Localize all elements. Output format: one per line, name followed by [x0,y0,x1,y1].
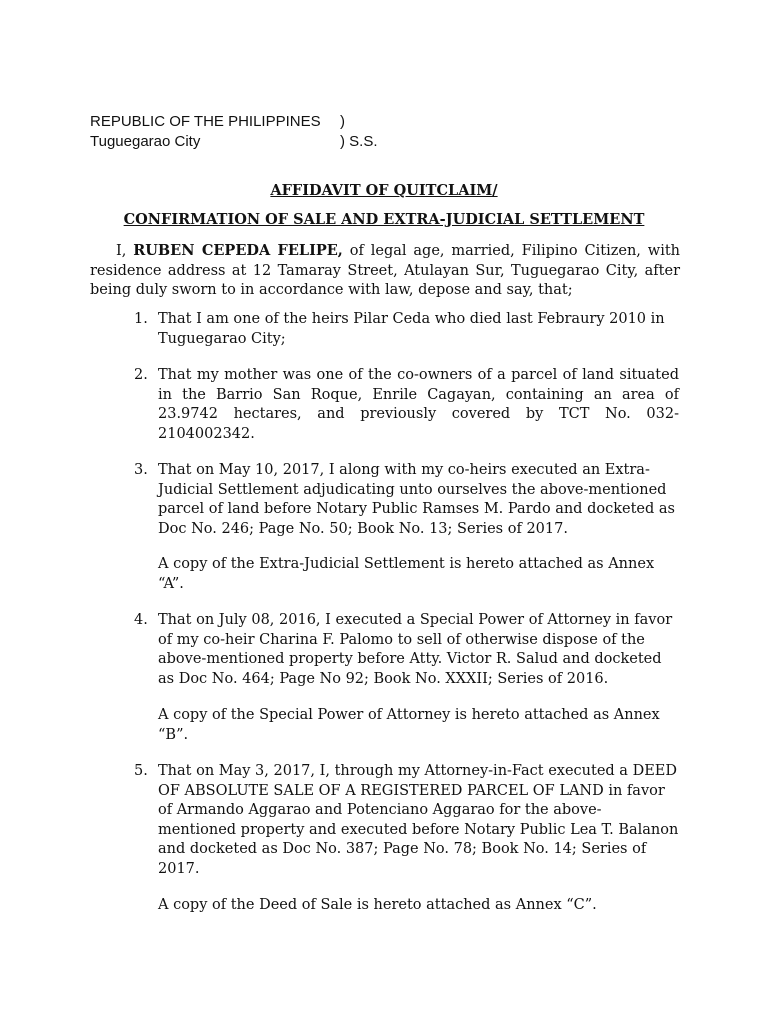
item-text: That on May 10, 2017, I along with my co-heirs executed an Extra-Judicial Settlement adjudicating unto ourselves the above-mentioned parcel of land before Notary Public Ramses M. Pardo and docketed as Doc No. 246; Page No. 50; Book No. 13; Series of 2017. [158,462,675,537]
venue-country: REPUBLIC OF THE PHILIPPINES [90,113,321,130]
list-item-3 [134,461,679,539]
document-subtitle: CONFIRMATION OF SALE AND EXTRA-JUDICIAL SETTLEMENT [123,211,645,228]
list-item-1 [134,310,679,349]
intro-paragraph [90,241,680,301]
item-number: 3. [134,462,148,478]
venue-ss: ) S.S. [340,133,378,150]
item-text: That on July 08, 2016, I executed a Special Power of Attorney in favor of my co-heir Charina F. Palomo to sell of otherwise dispose of the above-mentioned property before Atty. Victor R. Salud and docketed as Doc No. 464; Page No 92; Book No. XXXII; Series of 2016. [158,612,673,687]
item-text: That I am one of the heirs Pilar Ceda who died last Febraury 2010 in Tuguegarao City; [158,311,665,347]
annex-note-b: A copy of the Special Power of Attorney is hereto attached as Annex “B”. [158,707,660,743]
item-number: 1. [134,311,148,327]
document-title: AFFIDAVIT OF QUITCLAIM/ [270,182,498,199]
affiant-name: RUBEN CEPEDA FELIPE, [133,242,343,259]
item-number: 2. [134,367,148,383]
venue-line-2 [90,133,450,150]
list-item-4 [134,611,679,689]
list-item-5 [134,762,679,879]
item-text: That my mother was one of the co-owners of a parcel of land situated in the Barrio San Roque, Enrile Cagayan, containing an area of 23.9742 hectares, and previously covered by TCT No. 032-2104002342. [158,367,679,442]
item-number: 4. [134,612,148,628]
venue-bracket: ) [340,113,345,130]
venue-city: Tuguegarao City [90,133,201,150]
annex-note-c: A copy of the Deed of Sale is hereto attached as Annex “C”. [158,897,597,913]
annex-note-a: A copy of the Extra-Judicial Settlement is hereto attached as Annex “A”. [158,556,655,592]
item-number: 5. [134,763,148,779]
intro-text: of legal age, married, Filipino Citizen, with residence address at 12 Tamaray Street, Atulayan Sur, Tuguegarao City, after being duly sworn to in accordance with law, depose and say, that; [90,243,680,298]
venue-line-1 [90,113,450,130]
intro-prefix: I, [116,243,134,259]
list-item-2 [134,366,679,444]
item-text: That on May 3, 2017, I, through my Attorney-in-Fact executed a DEED OF ABSOLUTE SALE OF A REGISTERED PARCEL OF LAND in favor of Armando Aggarao and Potenciano Aggarao for the above-mentioned property and executed before Notary Public Lea T. Balanon and docketed as Doc No. 387; Page No. 78; Book No. 14; Series of 2017. [158,763,679,877]
